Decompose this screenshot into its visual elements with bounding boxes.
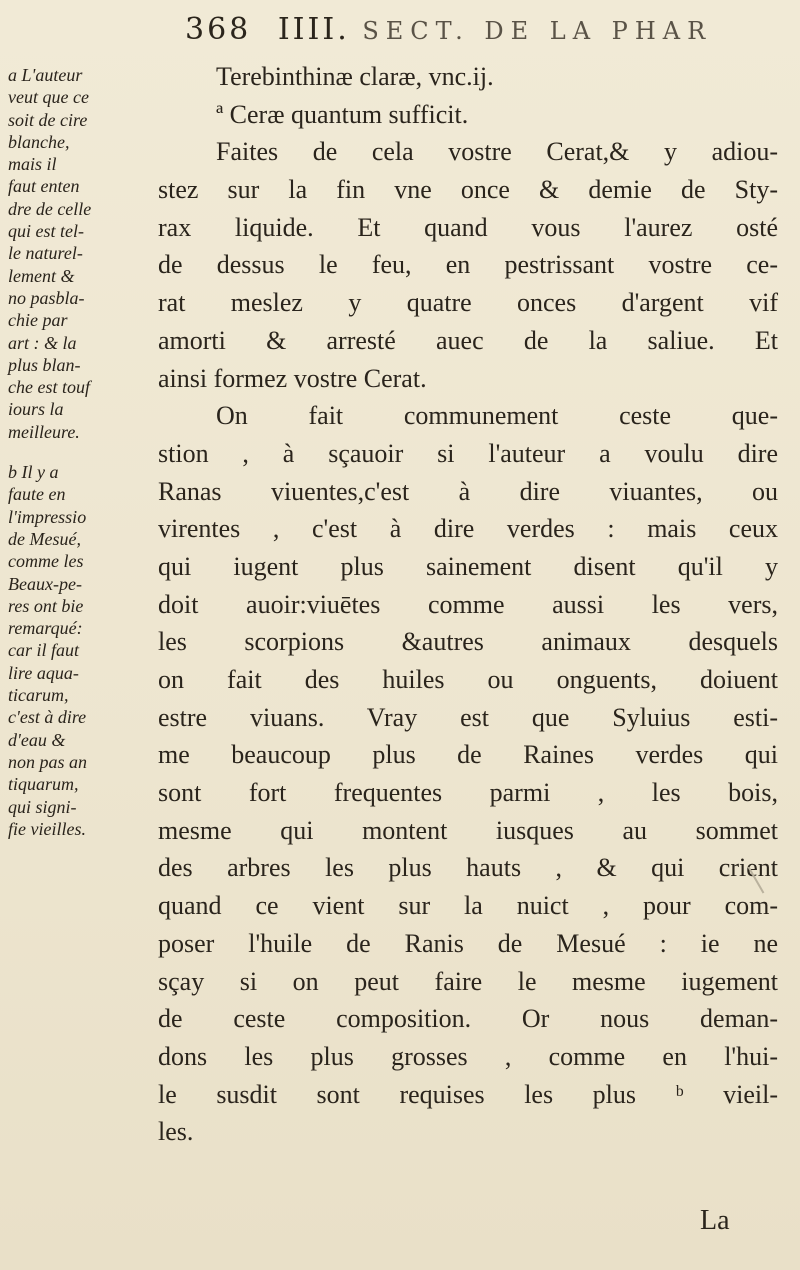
text-line: me beaucoup plus de Raines verdes qui [158, 740, 778, 770]
margin-line: Beaux-pe- [8, 573, 82, 594]
text-line: dons les plus grosses , comme en l'hui- [158, 1041, 778, 1071]
margin-line: che est touf [8, 377, 90, 398]
margin-line: car il faut [8, 640, 79, 661]
margin-line: tiquarum, [8, 774, 79, 795]
text-line: quand ce vient sur la nuict , pour com- [158, 891, 778, 921]
margin-line: lire aqua- [8, 662, 79, 683]
margin-line: remarqué: [8, 618, 83, 639]
text-line: ª Ceræ quantum sufficit. [216, 99, 469, 129]
text-line: rax liquide. Et quand vous l'aurez osté [158, 212, 778, 242]
text-line: poser l'huile de Ranis de Mesué : ie ne [158, 928, 778, 958]
text-line: sont fort frequentes parmi , les bois, [158, 778, 778, 808]
text-line: le susdit sont requises les plus ᵇ vieil- [158, 1079, 778, 1109]
text-line: amorti & arresté auec de la saliue. Et [158, 325, 778, 355]
text-line: de ceste composition. Or nous deman- [158, 1004, 778, 1034]
text-line: rat meslez y quatre onces d'argent vif [158, 288, 778, 318]
margin-line: chie par [8, 310, 68, 331]
text-line: ainsi formez vostre Cerat. [158, 363, 427, 393]
margin-line: qui est tel- [8, 221, 84, 242]
margin-line: faut enten [8, 176, 80, 197]
text-line: Ranas viuentes,c'est à dire viuantes, ou [158, 476, 778, 506]
margin-note-b [8, 461, 158, 840]
margin-line: res ont bie [8, 595, 84, 616]
margin-line: fie vieilles. [8, 818, 86, 839]
margin-line: qui signi- [8, 796, 77, 817]
margin-line: c'est à dire [8, 707, 87, 728]
text-line: les scorpions &autres animaux desquels [158, 627, 778, 657]
text-line: les. [158, 1117, 194, 1147]
margin-line: le naturel- [8, 243, 83, 264]
page-number: 368 [185, 12, 252, 47]
margin-line: no pasbla- [8, 287, 85, 308]
text-line: qui iugent plus sainement disent qu'il y [158, 551, 778, 581]
margin-line: b Il y a [8, 462, 59, 483]
margin-note-a [8, 64, 158, 443]
text-line: stez sur la fin vne once & demie de Sty- [158, 175, 778, 205]
text-line: de dessus le feu, en pestrissant vostre ce- [158, 250, 778, 280]
text-line: on fait des huiles ou onguents, doiuent [158, 665, 778, 694]
main-text [158, 58, 778, 1151]
text-line: sçay si on peut faire le mesme iugement [158, 966, 778, 996]
margin-line: dre de celle [8, 198, 92, 219]
text-line: des arbres les plus hauts , & qui crient [158, 853, 778, 883]
margin-line: plus blan- [8, 354, 81, 375]
margin-gap [8, 443, 158, 461]
margin-line: lement & [8, 265, 75, 286]
section-number: IIII. [277, 12, 350, 47]
running-title: SECT. DE LA PHAR [362, 17, 713, 45]
text-line: mesme qui montent iusques au sommet [158, 815, 778, 845]
margin-line: comme les [8, 551, 84, 572]
margin-line: ticarum, [8, 685, 69, 706]
margin-line: faute en [8, 484, 66, 505]
margin-line: veut que ce [8, 87, 89, 108]
text-line: estre viuans. Vray est que Syluius esti- [158, 702, 778, 732]
margin-line: iours la [8, 399, 64, 420]
margin-line: blanche, [8, 131, 70, 152]
text-line: Faites de cela vostre Cerat,& y adiou- [216, 137, 778, 167]
margin-line: soit de cire [8, 109, 88, 130]
text-line: doit auoir:viuētes comme aussi les vers, [158, 589, 778, 619]
margin-line: non pas an [8, 751, 88, 772]
text-line: stion , à sçauoir si l'auteur a voulu dire [158, 438, 778, 468]
margin-line: mais il [8, 154, 57, 175]
margin-notes [8, 64, 158, 840]
margin-line: l'impressio [8, 506, 87, 527]
catchword: La [700, 1205, 730, 1236]
margin-line: a L'auteur [8, 65, 83, 85]
margin-line: d'eau & [8, 729, 66, 750]
text-line: On fait communement ceste que- [216, 401, 778, 431]
margin-line: meilleure. [8, 421, 80, 442]
text-line: Terebinthinæ claræ, vnc.ij. [216, 62, 494, 91]
text-line: virentes , c'est à dire verdes : mais ceux [158, 514, 778, 544]
margin-line: art : & la [8, 332, 77, 353]
margin-line: de Mesué, [8, 528, 81, 549]
running-header [185, 12, 795, 52]
